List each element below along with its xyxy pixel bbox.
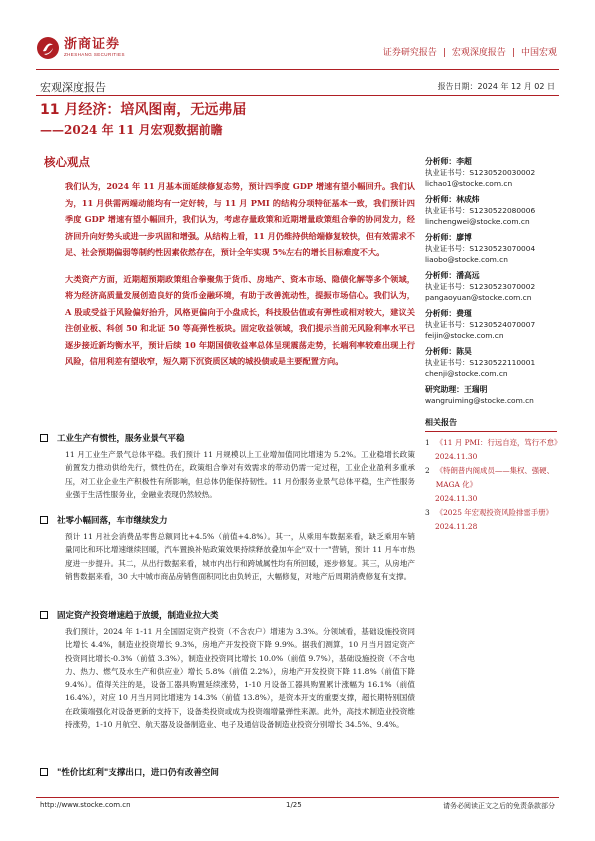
footer-website-link[interactable]: http://www.stocke.com.cn: [40, 801, 131, 809]
related-report-number: 2: [425, 466, 430, 475]
analyst-role: 分析师：: [425, 157, 457, 166]
section-title: 工业生产有惯性，服务业景气平稳: [57, 434, 185, 444]
analyst-role: 分析师：: [425, 309, 457, 318]
analyst-email[interactable]: chenji@stocke.com.cn: [425, 369, 508, 378]
page-header: [0, 0, 595, 70]
nav-separator: |: [511, 48, 515, 58]
analyst-card: [425, 156, 560, 189]
analyst-cert: 执业证书号：S1230523070002: [425, 282, 536, 291]
core-paragraph: 大类资产方面，近期超预期政策组合拳聚焦于货币、房地产、资本市场、隐债化解等多个领域，将为经济高质量发展创造良好的货币金融环境，有助于改善流动性，提振市场信心。我们认为，A 股或受益于风险偏好抬升，风格更偏向于小盘成长，科技股估值或有弹性或相对较大，建议关注创业板、科创 50 和北证 50 等高弹性板块。固定收益领域，我们提示当前无风险利率水平已逐步接近新均衡水平，预计后续 10 年期国债收益率总体呈现震荡走势，长端利率较难出现上行风险，信用利差有望收窄，短久期下沉资质区域的城投债或是主要配置方向。: [65, 273, 415, 366]
document-type: 宏观深度报告: [40, 81, 106, 94]
related-report-item[interactable]: [425, 506, 560, 520]
section-body: 预计 11 月社会消费品零售总额同比+4.5%（前值+4.8%）。其一，从乘用车数据来看，缺乏乘用车销量同比和环比增速继续回暖，汽车置换补贴政策效果持续释放叠加车企"双十一"营销，预计 11 月车市热度进一步提升。其二，从出行数据来看，城市内出行和跨城属性均有所回暖，逐步修复。其三，从房地产销售数据来看，30 大中城市商品房销售面积同比由负转正，大幅修复，对地产后周期消费修复有支撑。: [65, 532, 415, 581]
nav-separator: |: [442, 48, 446, 58]
analyst-role: 分析师：: [425, 271, 457, 280]
core-paragraph: 我们认为，2024 年 11 月基本面延续修复态势，预计四季度 GDP 增速有望小幅回升。我们认为，11 月供需两端动能均有一定好转，与 11 月 PMI 的结构分项特征基本一致，我们预计四季度 GDP 增速有望小幅回升，我们认为，考虑存量政策和近期增量政策组合拳的协同发力，经济回升向好势头或进一步巩固和增强。从结构上看，11 月仍维持供给端修复较快，但有效需求不足、社会预期偏弱等制约性因素依然存在，预计全年实现 5%左右的增长目标难度不大。: [65, 181, 415, 257]
analyst-email[interactable]: feijin@stocke.com.cn: [425, 331, 504, 340]
related-report-date: 2024.11.28: [435, 522, 478, 531]
core-view-body: [40, 178, 415, 370]
related-report-title[interactable]: 《11 月 PMI：行远自迩，笃行不怠》: [435, 438, 562, 447]
analyst-cert: 执业证书号：S1230522080006: [425, 206, 536, 215]
analyst-email[interactable]: lichao1@stocke.com.cn: [425, 179, 513, 188]
related-report-number: 1: [425, 438, 430, 447]
related-reports-heading: 相关报告: [425, 417, 557, 432]
analyst-cert: 执业证书号：S1230520030002: [425, 168, 536, 177]
analyst-name: 廖博: [456, 233, 472, 242]
analyst-email[interactable]: linchengwei@stocke.com.cn: [425, 217, 530, 226]
bullet-square-icon: [40, 611, 48, 619]
analyst-card: [425, 308, 560, 341]
section-title: "性价比红利"支撑出口，进口仍有改善空间: [57, 768, 219, 778]
report-date: 报告日期：2024 年 12 月 02 日: [437, 82, 555, 91]
section-body: 我们预计，2024 年 1-11 月全国固定资产投资（不含农户）增速为 3.3%。分领域看，基础设施投资同比增长 4.4%，制造业投资增长 9.3%，房地产开发投资下降 9.9%。据我们测算，10 月当月固定资产投资同比增长-0.3%（前值 3.3%），制造业投资同比增长 10.0%（前值 9.7%），基础设施投资（不含电力、热力、燃气及水生产和供应业）增长 5.8%（前值 2.2%），房地产开发投资下降 11.8%（前值下降 9.4%）。值得关注的是，设备工器具购置延续涨势，1-10 月设备工器具购置累计涨幅为 16.1%（前值 16.4%），对应 10 月当月同比增速为 14.3%（前值 13.8%），是资本开支的重要支撑，超长期特别国债在政策端强化对设备更新的支持下，设备类投资或成为投资端增量弹性来源。此外，高技术制造业投资维持涨势，1-10 月航空、航天器及设备制造业、电子及通信设备制造业投资分别增长 34.5%、9.4%。: [65, 627, 415, 730]
header-breadcrumb: [383, 45, 557, 58]
related-report-title[interactable]: 《2025 年宏观投资风险排雷手册》: [435, 508, 553, 517]
title-divider: [36, 95, 559, 96]
related-report-item[interactable]: [425, 464, 560, 492]
nav-item-research: 证券研究报告: [382, 48, 437, 58]
header-divider: [36, 69, 559, 70]
analyst-name: 王瑞明: [463, 385, 488, 394]
analyst-card: [425, 270, 560, 303]
footer-divider: [36, 797, 559, 798]
bullet-square-icon: [40, 768, 48, 776]
related-report-date: 2024.11.30: [435, 494, 478, 503]
section-export: [40, 766, 415, 778]
logo-text-cn: 浙商证券: [64, 37, 121, 52]
core-view-section: [40, 154, 415, 379]
analyst-card: [425, 194, 560, 227]
section-industrial: [40, 432, 415, 501]
nav-item-china-macro: 中国宏观: [520, 48, 557, 58]
analyst-name: 费瑾: [456, 309, 472, 318]
research-assistant-card: [425, 384, 560, 406]
analyst-card: [425, 346, 560, 379]
analyst-name: 林成炜: [456, 195, 480, 204]
analyst-role: 分析师：: [425, 347, 457, 356]
logo-text-en: ZHESHANG SECURITIES: [64, 52, 125, 57]
bullet-square-icon: [40, 434, 48, 442]
related-report-item[interactable]: [425, 436, 560, 450]
analyst-cert: 执业证书号：S1230523070004: [425, 244, 536, 253]
section-title: 社零小幅回落，车市继续发力: [57, 516, 168, 526]
analyst-role: 研究助理：: [425, 385, 464, 394]
analyst-cert: 执业证书号：S1230524070007: [425, 320, 536, 329]
footer-disclaimer: 请务必阅读正文之后的免责条款部分: [443, 802, 555, 810]
bullet-square-icon: [40, 516, 48, 524]
related-reports-list: [425, 436, 560, 534]
analyst-email[interactable]: pangaoyuan@stocke.com.cn: [425, 293, 532, 302]
analyst-sidebar: [425, 156, 560, 534]
page-title: 11 月经济：培风图南，无远弗届: [40, 102, 247, 118]
related-report-date: 2024.11.30: [435, 452, 478, 461]
analyst-name: 陈昊: [456, 347, 472, 356]
analyst-name: 潘高远: [456, 271, 480, 280]
page-number: 1/25: [286, 801, 302, 809]
core-view-heading: 核心观点: [44, 155, 90, 169]
section-body: 11 月工业生产景气总体平稳。我们预计 11 月规模以上工业增加值同比增速为 5.2%。工业稳增长政策前置发力推动供给先行，惯性仍在，政策组合拳对有效需求的带动仍需一定过程，工业企业盈利多重承压，对工业企业生产积极性有所影响，但总体仍能保持韧性。11 月份服务业景气总体平稳，生产性服务业强于生活性服务业，金融业表现仍然较热。: [65, 450, 415, 499]
nav-item-macro-depth: 宏观深度报告: [451, 48, 506, 58]
section-retail: [40, 514, 415, 583]
related-report-title[interactable]: 《特朗普内阁成员——集权、强硬、MAGA 化》: [435, 466, 554, 489]
analyst-email[interactable]: wangruiming@stocke.com.cn: [425, 396, 534, 405]
related-report-number: 3: [425, 508, 430, 517]
company-logo: [36, 36, 125, 60]
analyst-role: 分析师：: [425, 233, 457, 242]
section-title: 固定资产投资增速趋于放缓，制造业拉大类: [57, 611, 219, 621]
page-subtitle: ——2024 年 11 月宏观数据前瞻: [40, 123, 223, 137]
logo-mark-icon: [36, 36, 60, 60]
analyst-card: [425, 232, 560, 265]
analyst-cert: 执业证书号：S1230522110001: [425, 358, 536, 367]
analyst-email[interactable]: liaobo@stocke.com.cn: [425, 255, 508, 264]
analyst-name: 李超: [456, 157, 472, 166]
analyst-role: 分析师：: [425, 195, 457, 204]
section-investment: [40, 609, 415, 731]
